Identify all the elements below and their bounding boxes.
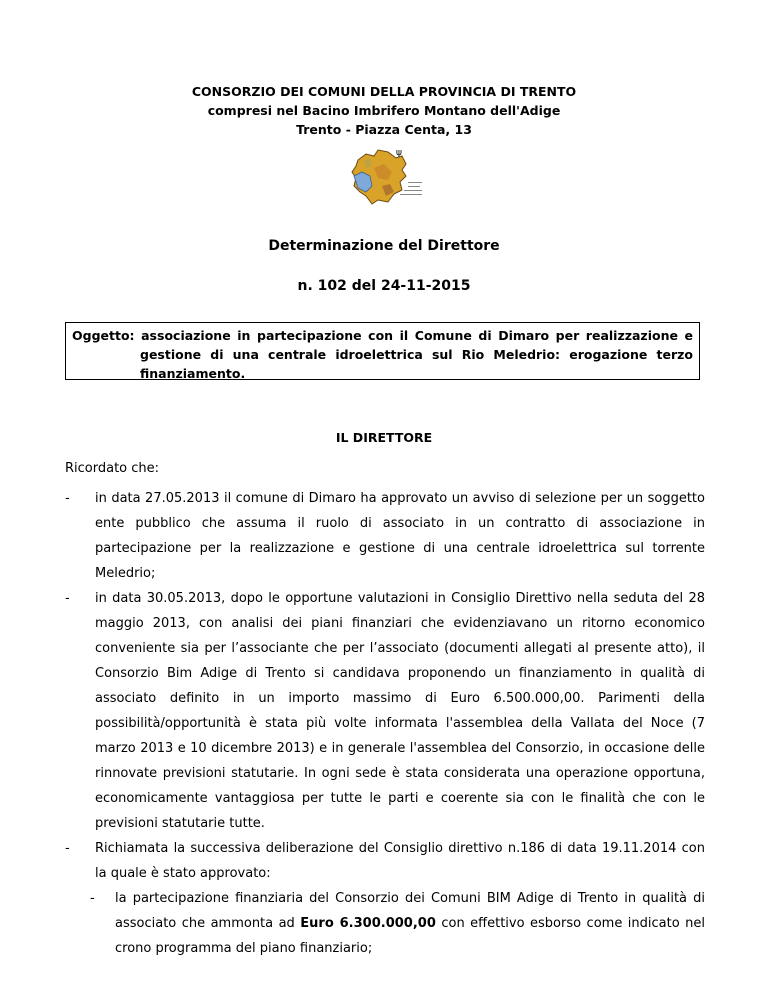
header-line-3: Trento - Piazza Centa, 13	[296, 122, 472, 137]
document-title: Determinazione del Direttore	[268, 238, 500, 254]
subject-line-1: Oggetto: associazione in partecipazione con il Comune di Dimaro per realizzazione e	[72, 328, 694, 343]
bullet-text-1: in data 27.05.2013 il comune di Dimaro ha approvato un avviso di selezione per un soggetto ente pubblico che assuma il ruolo di associato in un contratto di associazione in partecipazione per la realizzazione e gestione di una centrale idroelettrica sul torrente Meledrio;	[95, 491, 705, 581]
amount-highlight: Euro 6.300.000,00	[300, 916, 436, 931]
subject-label: Oggetto:	[72, 328, 135, 343]
intro-text: Ricordato che:	[65, 461, 160, 476]
subject-line-3: finanziamento.	[140, 366, 246, 381]
bullet-dash: -	[65, 841, 70, 856]
header-line-1: CONSORZIO DEI COMUNI DELLA PROVINCIA DI TRENTO	[191, 84, 577, 99]
bullet-dash: -	[65, 591, 70, 606]
director-heading: IL DIRETTORE	[335, 430, 433, 445]
document-number: n. 102 del 24-11-2015	[297, 278, 471, 294]
subject-line-2: gestione di una centrale idroelettrica sul Rio Meledrio: erogazione terzo	[140, 347, 693, 362]
bullet-text-2: in data 30.05.2013, dopo le opportune valutazioni in Consiglio Direttivo nella seduta del 28 maggio 2013, con analisi dei piani finanziari che evidenziavano un ritorno economico conveniente sia per l’associante che per l’associato (documenti allegati al presente atto), il Consorzio Bim Adige di Trento si candidava proponendo un finanziamento in qualità di associato definito in un importo massimo di Euro 6.500.000,00. Parimenti della possibilità/opportunità è stata più volte informata l'assemblea della Vallata del Noce (7 marzo 2013 e 10 dicembre 2013) e in generale l'assemblea del Consorzio, in occasione delle rinnovate previsioni statutarie. In ogni sede è stata considerata una operazione opportuna, economicamente vantaggiosa per tutte le parti e coerente sia con le finalità che con le previsioni statutarie tutte.	[95, 591, 705, 831]
bullet-item-2	[65, 586, 705, 836]
bullet-text-3: Richiamata la successiva deliberazione del Consiglio direttivo n.186 di data 19.11.2014 con la quale è stato approvato:	[95, 841, 705, 881]
bullet-dash: -	[65, 491, 70, 506]
bullet-item-1	[65, 486, 705, 586]
subject-box	[65, 322, 700, 380]
province-map-logo-icon	[344, 146, 424, 208]
sub-bullet-item	[90, 886, 705, 961]
sub-bullet-dash: -	[90, 891, 95, 906]
svg-text:ψ: ψ	[396, 148, 402, 158]
header-line-2: compresi nel Bacino Imbrifero Montano dell'Adige	[207, 103, 561, 118]
bullet-item-3	[65, 836, 705, 886]
sub-bullet-text: la partecipazione finanziaria del Consorzio dei Comuni BIM Adige di Trento in qualità di associato che ammonta ad Euro 6.300.000,00 con effettivo esborso come indicato nel crono programma del piano finanziario;	[115, 891, 705, 956]
